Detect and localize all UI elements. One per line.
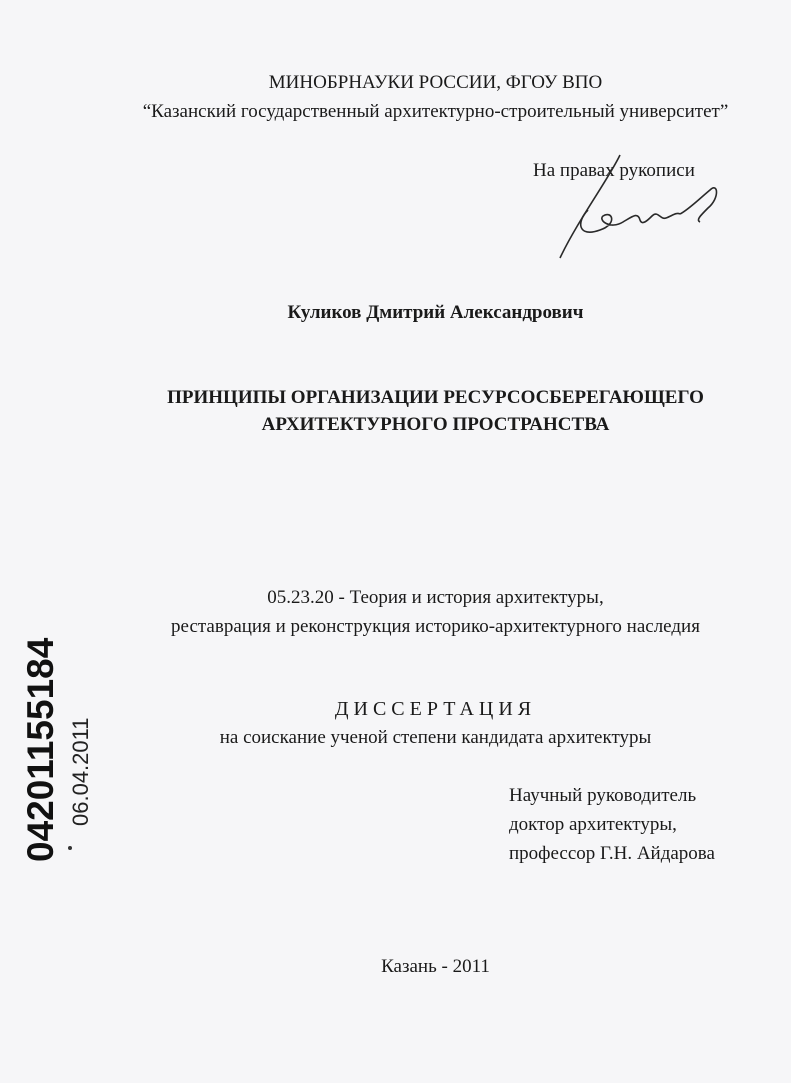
stamp-number: 04201155184 [20,637,61,862]
author-name: Куликов Дмитрий Александрович [287,302,584,323]
handwritten-signature [548,150,728,265]
dissertation-title-line-1: ПРИНЦИПЫ ОРГАНИЗАЦИИ РЕСУРСОСБЕРЕГАЮЩЕГО [167,387,704,408]
specialty-line-2: реставрация и реконструкция историко-архитектурного наследия [171,616,700,637]
stamp-dot [68,846,72,850]
supervisor-name: профессор Г.Н. Айдарова [509,843,715,864]
supervisor-role: Научный руководитель [509,785,697,806]
specialty-line-1: 05.23.20 - Теория и история архитектуры, [267,587,604,608]
ministry-header: МИНОБРНАУКИ РОССИИ, ФГОУ ВПО [268,72,603,93]
document-type: ДИССЕРТАЦИЯ [334,698,537,720]
stamp-date: 06.04.2011 [68,717,93,826]
library-stamp [8,637,93,870]
city-year: Казань - 2011 [381,956,490,977]
dissertation-title-line-2: АРХИТЕКТУРНОГО ПРОСТРАНСТВА [261,414,610,435]
supervisor-title: доктор архитектуры, [509,814,677,835]
university-name: “Казанский государственный архитектурно-строительный университет” [142,101,729,122]
manuscript-note: На правах рукописи [533,160,695,181]
degree-statement: на соискание ученой степени кандидата архитектуры [219,727,652,748]
